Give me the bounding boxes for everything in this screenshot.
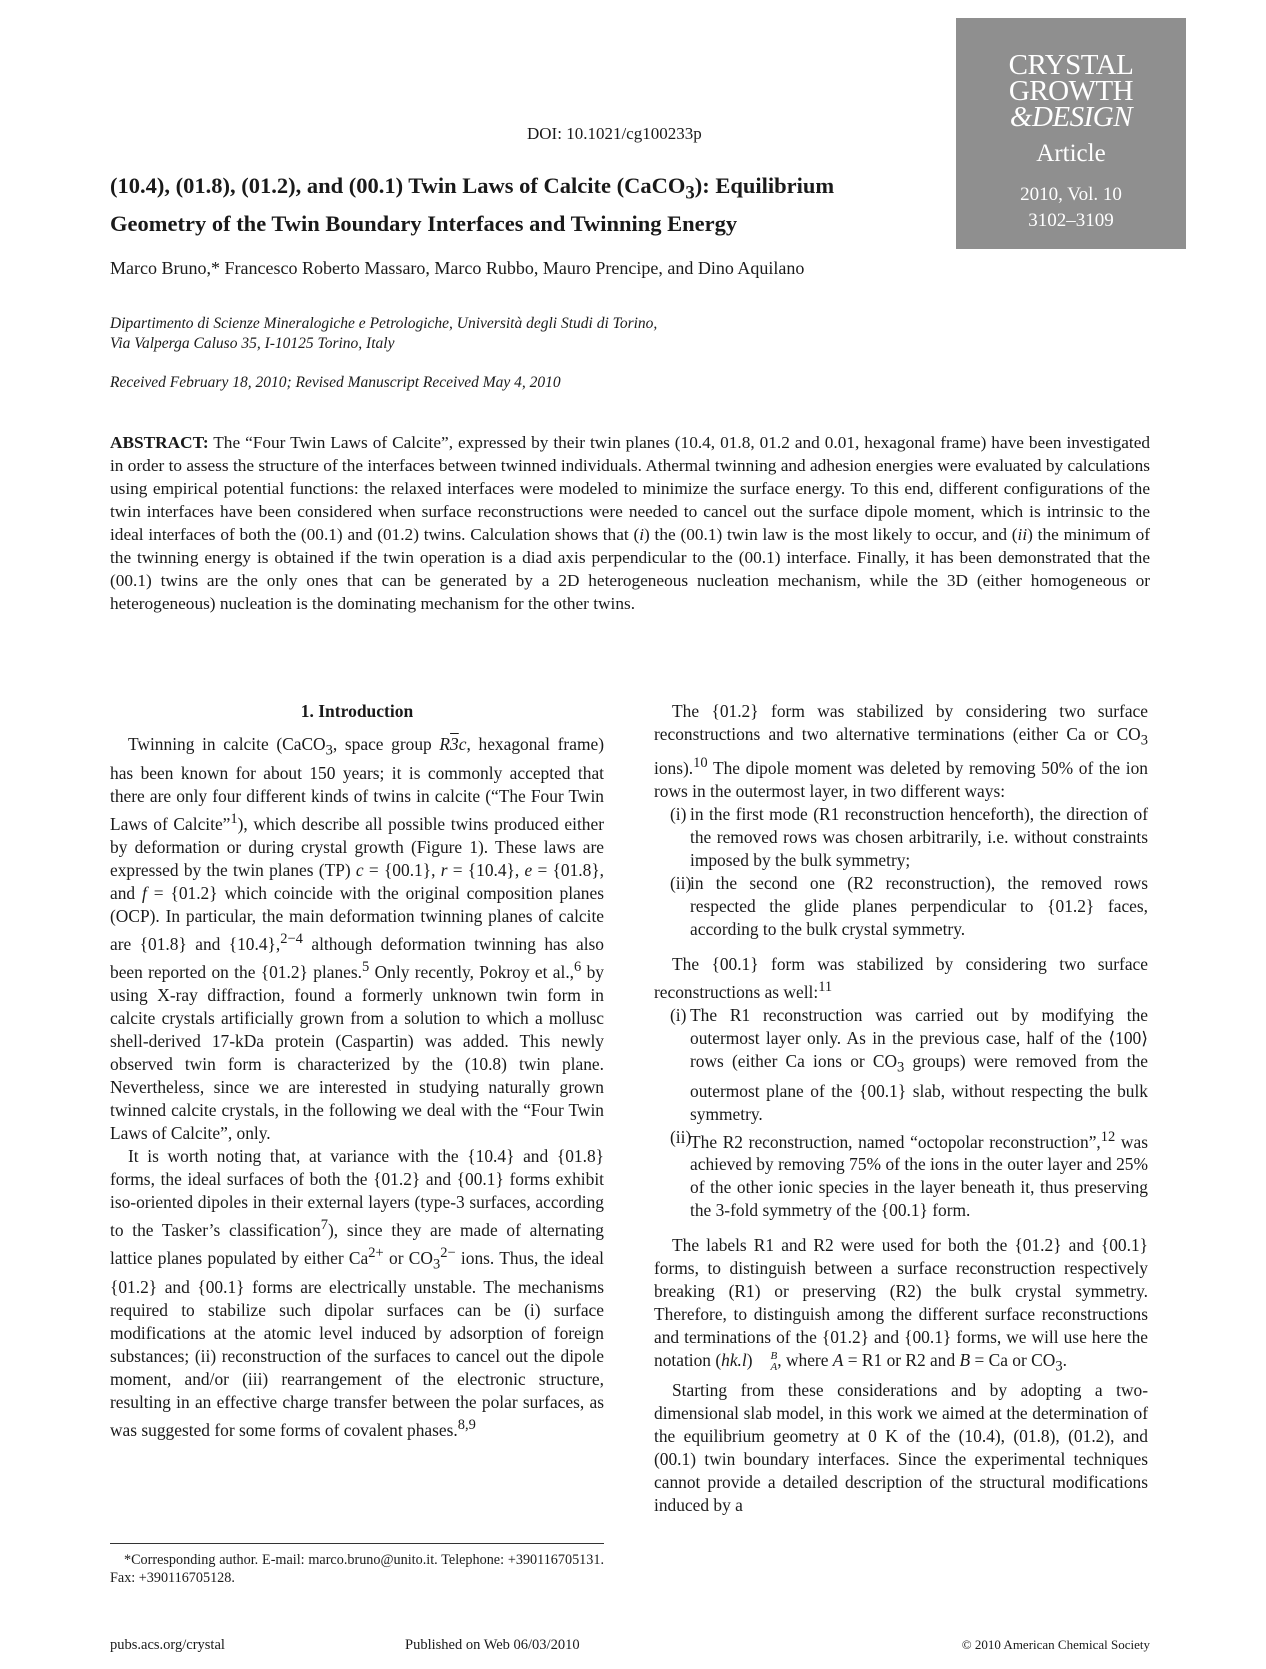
right-paragraph-1: The {01.2} form was stabilized by considering two surface reconstructions and two alternative terminations (either Ca or $CO_3$ ions).$^{10}$ The dipole moment was deleted by removing 50% of the ion rows in the outermost layer, in two different ways: — [654, 701, 1148, 802]
footer-copyright: © 2010 American Chemical Society — [961, 1637, 1150, 1652]
left-column — [110, 700, 604, 1442]
right-column — [654, 700, 1148, 1517]
footer-journal-url[interactable]: pubs.acs.org/crystal — [110, 1637, 225, 1653]
footnote-divider — [110, 1543, 604, 1544]
journal-name-line3: &DESIGN — [1009, 101, 1133, 133]
ref-link[interactable]: 12 — [1100, 1128, 1116, 1145]
abstract: ABSTRACT: The “Four Twin Laws of Calcite”, expressed by their twin planes (10.4, 01.8, 01.2 and 0.01, hexagonal frame) have been investigated in order to assess the structure of the interfaces between twinned individuals. Athermal twinning and adhesion energies were evaluated by calculations using empirical potential functions: the relaxed interfaces were modeled to minimize the surface energy. To this end, different configurations of the twin interfaces have been considered when surface reconstructions were needed to cancel out the surface dipole moment, which is intrinsic to the ideal interfaces of both the (00.1) and (01.2) twins. Calculation shows that (i) the (00.1) twin law is the most likely to occur, and (ii) the minimum of the twinning energy is obtained if the twin operation is a diad axis perpendicular to the (00.1) interface. Finally, it has been demonstrated that the (00.1) twins are the only ones that can be generated by a 2D heterogeneous nucleation mechanism, while the 3D (either homogeneous or heterogeneous) nucleation is the dominating mechanism for the other twins. — [110, 433, 1150, 613]
paper-title: (10.4), (01.8), (01.2), and (00.1) Twin Laws of Calcite (CaCO$_3$): Equilibrium Geometry of the Twin Boundary Interfaces and Twinning Energy — [110, 173, 835, 236]
reconstruction-list-0121 — [654, 803, 1148, 941]
ref-link[interactable]: 6 — [574, 959, 582, 976]
list-item: (ii) The R2 reconstruction, named “octopolar reconstruction”,$^{12}$ was achieved by removing 75% of the ions in the outer layer and 25% of the other ionic species in the layer beneath it, thus preserving the 3-fold symmetry of the {00.1} form. — [670, 1126, 1148, 1221]
ref-link[interactable]: 11 — [818, 979, 833, 996]
list-item: (ii) in the second one (R2 reconstruction), the removed rows respected the glide planes perpendicular to {01.2} faces, according to the bulk crystal symmetry. — [670, 873, 1148, 940]
journal-name-line2: GROWTH — [1008, 75, 1134, 107]
list-item: (i) The R1 reconstruction was carried out by modifying the outermost layer only. As in the previous case, half of the ⟨100⟩ rows (either Ca ions or $CO_3$ groups) were removed from the outermost plane of the {00.1} slab, without respecting the bulk symmetry. — [670, 1005, 1148, 1124]
ref-link[interactable]: 5 — [362, 959, 370, 976]
list-item: (i) in the first mode (R1 reconstruction henceforth), the direction of the removed rows was chosen arbitrarily, i.e. without constraints imposed by the bulk symmetry; — [670, 804, 1148, 871]
ref-link[interactable]: 2−4 — [280, 931, 303, 948]
ref-link[interactable]: 1 — [230, 811, 238, 828]
section-heading-introduction: 1. Introduction — [300, 701, 414, 721]
intro-paragraph-1: Twinning in calcite (CaCO$_3$, space group R3c, hexagonal frame) has been known for about 150 years; it is commonly accepted that there are only four different kinds of twins in calcite (“The Four Twin Laws of Calcite”$^1$), which describe all possible twins produced either by deformation or during crystal growth (Figure 1). These laws are expressed by the twin planes (TP) c = {00.1}, r = {10.4}, e = {01.8}, and f = {01.2} which coincide with the original composition planes (OCP). In particular, the main deformation twinning planes of calcite are {01.8} and {10.4},$^{2-4}$ although deformation twinning has also been reported on the {01.2} planes.$^5$ Only recently, Pokroy et al.,$^6$ by using X-ray diffraction, found a formerly unknown twin form in calcite crystals artificially grown from a solution to which a mollusc shell-derived 17-kDa protein (Caspartin) was added. This newly observed twin form is characterized by the (10.8) twin plane. Nevertheless, since we are interested in studying naturally grown twinned calcite crystals, in the following we deal with the “Four Twin Laws of Calcite”, only. — [110, 734, 605, 1143]
abstract-label: ABSTRACT: — [110, 433, 209, 452]
intro-paragraph-2: It is worth noting that, at variance with the {10.4} and {01.8} forms, the ideal surfaces of both the {01.2} and {00.1} forms exhibit iso-oriented dipoles in their external layers (type-3 surfaces, according to the Tasker’s classification$^7$), since they are made of alternating lattice planes populated by either $Ca^{2+}$ or $CO_3^{2-}$ ions. Thus, the ideal {01.2} and {00.1} forms are electrically unstable. The mechanisms required to stabilize such dipolar surfaces can be (i) surface modifications at the atomic level induced by adsorption of foreign substances; (ii) reconstruction of the surfaces to cancel out the dipole moment, and/or (iii) rearrangement of the electronic structure, resulting in an effective charge transfer between the polar surfaces, as was suggested for some forms of covalent phases.$^{8,9}$ — [110, 1145, 604, 1440]
right-paragraph-2: The {00.1} form was stabilized by considering two surface reconstructions as well:$^{11}$ — [654, 954, 1148, 1003]
article-type: Article — [1036, 140, 1106, 167]
ref-link[interactable]: 7 — [320, 1216, 329, 1233]
reconstruction-list-001 — [654, 1004, 1148, 1222]
affiliation: Dipartimento di Scienze Mineralogiche e Petrologiche, Università degli Studi di Torino, Via Valperga Caluso 35, I-10125 Torino, Italy — [110, 315, 658, 352]
authors: Marco Bruno,* Francesco Roberto Massaro, Marco Rubbo, Mauro Prencipe, and Dino Aquilano — [110, 258, 805, 278]
corresponding-author-footnote: *Corresponding author. E-mail: marco.bruno@unito.it. Telephone: +390116705131. Fax: +390116705128. — [110, 1552, 604, 1586]
right-paragraph-4: Starting from these considerations and by adopting a two-dimensional slab model, in this work we aimed at the determination of the equilibrium geometry at 0 K of the (10.4), (01.8), (01.2), and (00.1) twin boundary interfaces. Since the experimental techniques cannot provide a detailed description of the structural modifications induced by a — [654, 1379, 1148, 1515]
ref-link[interactable]: 8,9 — [457, 1416, 476, 1433]
ref-link[interactable]: 10 — [693, 755, 708, 772]
received-dates: Received February 18, 2010; Revised Manuscript Received May 4, 2010 — [110, 374, 561, 391]
journal-badge — [956, 18, 1186, 249]
right-paragraph-3: The labels R1 and R2 were used for both the {01.2} and {00.1} forms, to distinguish between a surface reconstruction respectively breaking (R1) or preserving (R2) the bulk crystal symmetry. Therefore, to distinguish among the different surface reconstructions and terminations of the {01.2} and {00.1} forms, we will use here the notation (hk.l) B A , where A = R1 or R2 and B = Ca or $CO_3$. — [654, 1235, 1148, 1375]
doi: DOI: 10.1021/cg100233p — [527, 124, 702, 143]
footer-published-date: Published on Web 06/03/2010 — [405, 1637, 580, 1653]
journal-name-line1: CRYSTAL — [1008, 49, 1134, 81]
year-volume: 2010, Vol. 10 — [1020, 184, 1122, 205]
page-range: 3102–3109 — [1028, 210, 1114, 231]
